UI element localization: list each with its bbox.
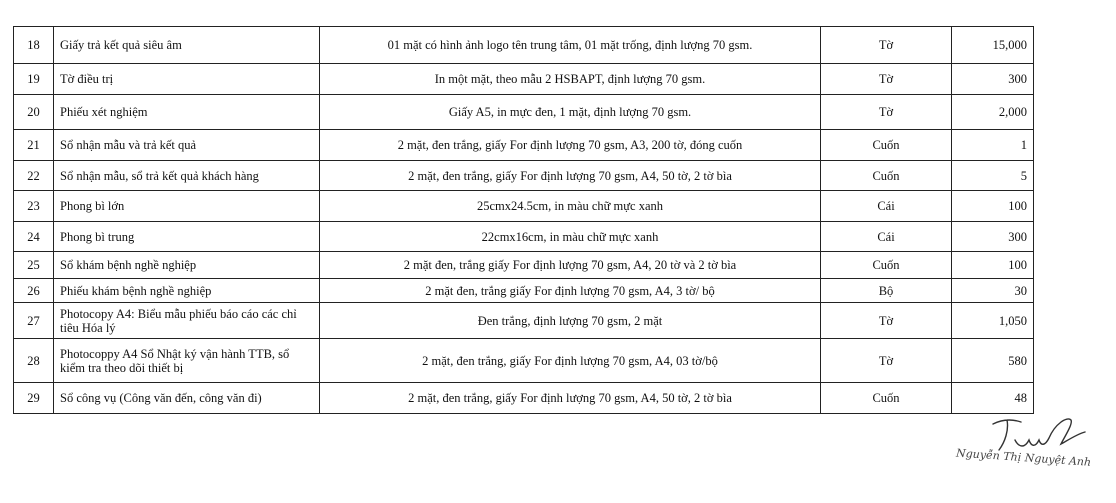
row-number: 21 (14, 130, 54, 161)
item-name: Tờ điều trị (54, 64, 320, 95)
table-row (14, 222, 1034, 252)
table-row (14, 95, 1034, 130)
item-name: Sổ nhận mẫu và trả kết quả (54, 130, 320, 161)
signer-name: Nguyễn Thị Nguyệt Anh (955, 446, 1092, 469)
item-quantity: 5 (952, 161, 1034, 191)
table-row (14, 64, 1034, 95)
table-row (14, 191, 1034, 222)
item-unit: Tờ (821, 64, 952, 95)
item-description: 01 mặt có hình ảnh logo tên trung tâm, 01 mặt trống, định lượng 70 gsm. (320, 27, 821, 64)
item-name: Sổ khám bệnh nghề nghiệp (54, 252, 320, 279)
item-unit: Tờ (821, 95, 952, 130)
row-number: 29 (14, 383, 54, 414)
item-quantity: 48 (952, 383, 1034, 414)
item-description: 2 mặt đen, trắng giấy For định lượng 70 gsm, A4, 3 tờ/ bộ (320, 279, 821, 303)
item-unit: Tờ (821, 303, 952, 339)
item-quantity: 100 (952, 252, 1034, 279)
item-description: 22cmx16cm, in màu chữ mực xanh (320, 222, 821, 252)
item-unit: Cuốn (821, 130, 952, 161)
item-description: 25cmx24.5cm, in màu chữ mực xanh (320, 191, 821, 222)
row-number: 22 (14, 161, 54, 191)
item-quantity: 300 (952, 222, 1034, 252)
item-name: Phong bì lớn (54, 191, 320, 222)
row-number: 23 (14, 191, 54, 222)
item-quantity: 1 (952, 130, 1034, 161)
item-name: Phiếu khám bệnh nghề nghiệp (54, 279, 320, 303)
table-row (14, 130, 1034, 161)
item-description: 2 mặt, đen trắng, giấy For định lượng 70 gsm, A4, 03 tờ/bộ (320, 339, 821, 383)
item-unit: Cái (821, 222, 952, 252)
table-row (14, 27, 1034, 64)
item-description: 2 mặt, đen trắng, giấy For định lượng 70 gsm, A3, 200 tờ, đóng cuốn (320, 130, 821, 161)
item-name: Phiếu xét nghiệm (54, 95, 320, 130)
item-description: 2 mặt đen, trắng giấy For định lượng 70 gsm, A4, 20 tờ và 2 tờ bìa (320, 252, 821, 279)
item-name: Sổ nhận mẫu, sổ trả kết quả khách hàng (54, 161, 320, 191)
row-number: 24 (14, 222, 54, 252)
item-name: Giấy trả kết quả siêu âm (54, 27, 320, 64)
item-quantity: 15,000 (952, 27, 1034, 64)
item-quantity: 30 (952, 279, 1034, 303)
row-number: 19 (14, 64, 54, 95)
item-description: 2 mặt, đen trắng, giấy For định lượng 70 gsm, A4, 50 tờ, 2 tờ bìa (320, 161, 821, 191)
item-quantity: 100 (952, 191, 1034, 222)
row-number: 26 (14, 279, 54, 303)
items-table-body (14, 27, 1034, 414)
item-quantity: 300 (952, 64, 1034, 95)
item-quantity: 2,000 (952, 95, 1034, 130)
item-name: Photocopy A4: Biểu mẫu phiếu báo cáo các chỉ tiêu Hóa lý (54, 303, 320, 339)
item-unit: Cuốn (821, 252, 952, 279)
row-number: 20 (14, 95, 54, 130)
table-row (14, 303, 1034, 339)
item-quantity: 580 (952, 339, 1034, 383)
row-number: 18 (14, 27, 54, 64)
row-number: 25 (14, 252, 54, 279)
item-unit: Bộ (821, 279, 952, 303)
table-row (14, 161, 1034, 191)
row-number: 28 (14, 339, 54, 383)
item-unit: Tờ (821, 27, 952, 64)
item-name: Sổ công vụ (Công văn đến, công văn đi) (54, 383, 320, 414)
item-quantity: 1,050 (952, 303, 1034, 339)
table-row (14, 383, 1034, 414)
item-unit: Tờ (821, 339, 952, 383)
table-row (14, 279, 1034, 303)
item-unit: Cái (821, 191, 952, 222)
item-description: Giấy A5, in mực đen, 1 mặt, định lượng 70 gsm. (320, 95, 821, 130)
item-unit: Cuốn (821, 161, 952, 191)
item-description: Đen trắng, định lượng 70 gsm, 2 mặt (320, 303, 821, 339)
item-name: Photocoppy A4 Sổ Nhật ký vận hành TTB, sổ kiểm tra theo dõi thiết bị (54, 339, 320, 383)
items-table (13, 26, 1034, 414)
item-unit: Cuốn (821, 383, 952, 414)
item-description: 2 mặt, đen trắng, giấy For định lượng 70 gsm, A4, 50 tờ, 2 tờ bìa (320, 383, 821, 414)
table-row (14, 252, 1034, 279)
row-number: 27 (14, 303, 54, 339)
item-description: In một mặt, theo mẫu 2 HSBAPT, định lượng 70 gsm. (320, 64, 821, 95)
table-row (14, 339, 1034, 383)
item-name: Phong bì trung (54, 222, 320, 252)
